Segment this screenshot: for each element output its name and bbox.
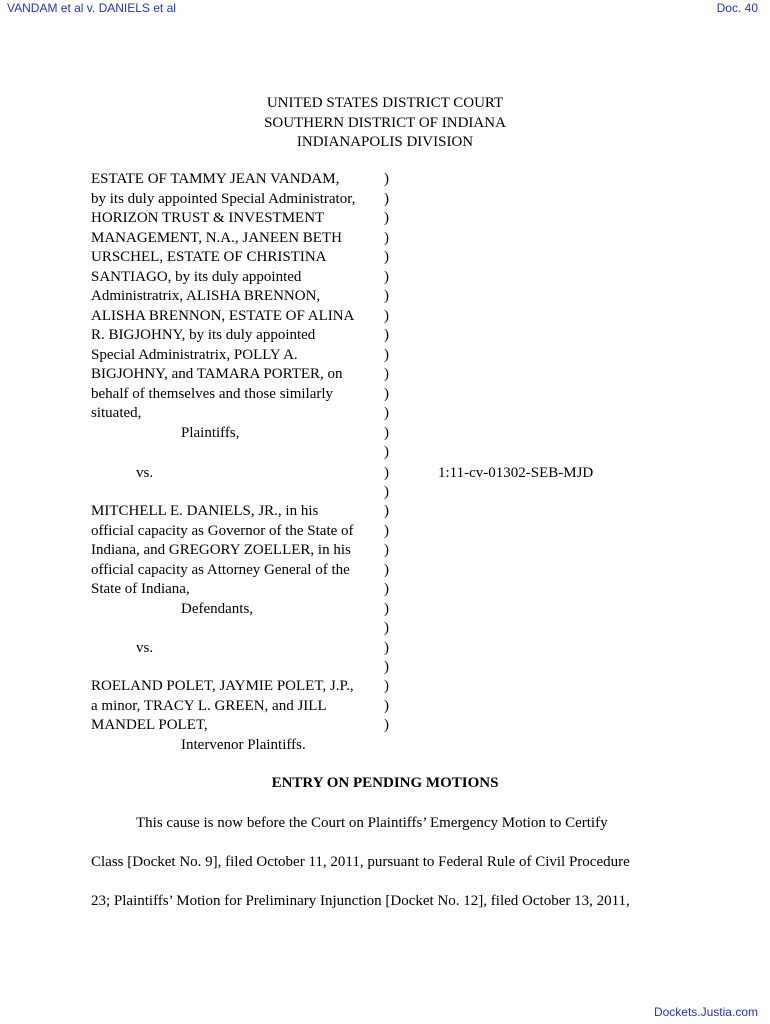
defendant-line: Indiana, and GREGORY ZOELLER, in his	[91, 542, 351, 558]
paren: )	[384, 366, 389, 382]
paren: )	[384, 268, 389, 285]
plaintiff-line: ESTATE OF TAMMY JEAN VANDAM,	[91, 171, 340, 187]
versus-label: vs.	[136, 640, 154, 656]
plaintiff-line: SANTIAGO, by its duly appointed	[91, 268, 302, 285]
intervenor-line: ROELAND POLET, JAYMIE POLET, J.P.,	[91, 678, 354, 694]
paren: )	[384, 210, 389, 226]
paren: )	[384, 249, 389, 265]
court-district: SOUTHERN DISTRICT OF INDIANA	[264, 114, 506, 131]
paren: )	[384, 288, 389, 304]
versus-label: vs.	[136, 465, 154, 481]
plaintiff-line: MANAGEMENT, N.A., JANEEN BETH	[91, 229, 342, 246]
paren: )	[384, 697, 389, 714]
paren: )	[384, 620, 389, 636]
plaintiff-line: R. BIGJOHNY, by its duly appointed	[91, 327, 316, 343]
intervenor-line: MANDEL POLET,	[91, 717, 208, 733]
defendant-line: official capacity as Attorney General of the	[91, 561, 350, 578]
plaintiff-line: ALISHA BRENNON, ESTATE OF ALINA	[91, 307, 355, 324]
defendant-line: MITCHELL E. DANIELS, JR., in his	[91, 503, 319, 519]
defendants-label: Defendants,	[181, 600, 254, 617]
plaintiff-line: Administratrix, ALISHA BRENNON,	[91, 288, 321, 304]
paren: )	[384, 600, 389, 617]
plaintiff-line: BIGJOHNY, and TAMARA PORTER, on	[91, 366, 343, 382]
intervenor-line: a minor, TRACY L. GREEN, and JILL	[91, 697, 327, 714]
paren: )	[384, 503, 389, 519]
paren: )	[384, 542, 389, 558]
case-number: 1:11-cv-01302-SEB-MJD	[438, 465, 594, 481]
plaintiff-line: behalf of themselves and those similarly	[91, 385, 334, 402]
paren: )	[384, 229, 389, 246]
paren: )	[384, 327, 389, 343]
paren: )	[384, 385, 389, 402]
body-text-line: 23; Plaintiffs’ Motion for Preliminary Injunction [Docket No. 12], filed October 13, 2011,	[91, 893, 630, 909]
paren: )	[384, 522, 389, 539]
plaintiff-line: URSCHEL, ESTATE OF CHRISTINA	[91, 249, 327, 265]
paren: )	[384, 678, 389, 694]
court-name: UNITED STATES DISTRICT COURT	[266, 95, 504, 111]
paren: )	[384, 307, 389, 324]
plaintiff-line: situated,	[91, 405, 142, 421]
intervenor-plaintiffs-label: Intervenor Plaintiffs.	[181, 736, 306, 753]
body-text-line: This cause is now before the Court on Plaintiffs’ Emergency Motion to Certify	[136, 815, 608, 831]
paren: )	[384, 171, 389, 187]
source-link[interactable]: Dockets.Justia.com	[653, 1005, 758, 1019]
doc-number-link[interactable]: Doc. 40	[716, 1, 758, 15]
plaintiffs-label: Plaintiffs,	[181, 424, 240, 441]
paren: )	[384, 581, 389, 597]
paren: )	[384, 717, 389, 733]
paren: )	[384, 444, 389, 460]
defendant-line: State of Indiana,	[91, 581, 190, 597]
court-heading	[0, 94, 770, 153]
plaintiff-line: HORIZON TRUST & INVESTMENT	[91, 210, 325, 226]
paren: )	[384, 561, 389, 578]
paren: )	[384, 190, 389, 207]
paren: )	[384, 484, 389, 500]
defendant-line: official capacity as Governor of the State of	[91, 522, 354, 539]
plaintiff-line: by its duly appointed Special Administrator,	[91, 190, 356, 207]
paren: )	[384, 424, 389, 441]
paren: )	[384, 659, 389, 675]
paren: )	[384, 465, 389, 481]
entry-title: ENTRY ON PENDING MOTIONS	[271, 775, 499, 791]
case-title-link[interactable]: VANDAM et al v. DANIELS et al	[7, 1, 176, 15]
paren: )	[384, 640, 389, 656]
court-division: INDIANAPOLIS DIVISION	[296, 134, 474, 150]
paren: )	[384, 405, 389, 421]
body-text-line: Class [Docket No. 9], filed October 11, 2011, pursuant to Federal Rule of Civil Procedure	[91, 854, 630, 870]
plaintiff-line: Special Administratrix, POLLY A.	[91, 346, 298, 363]
paren: )	[384, 346, 389, 363]
